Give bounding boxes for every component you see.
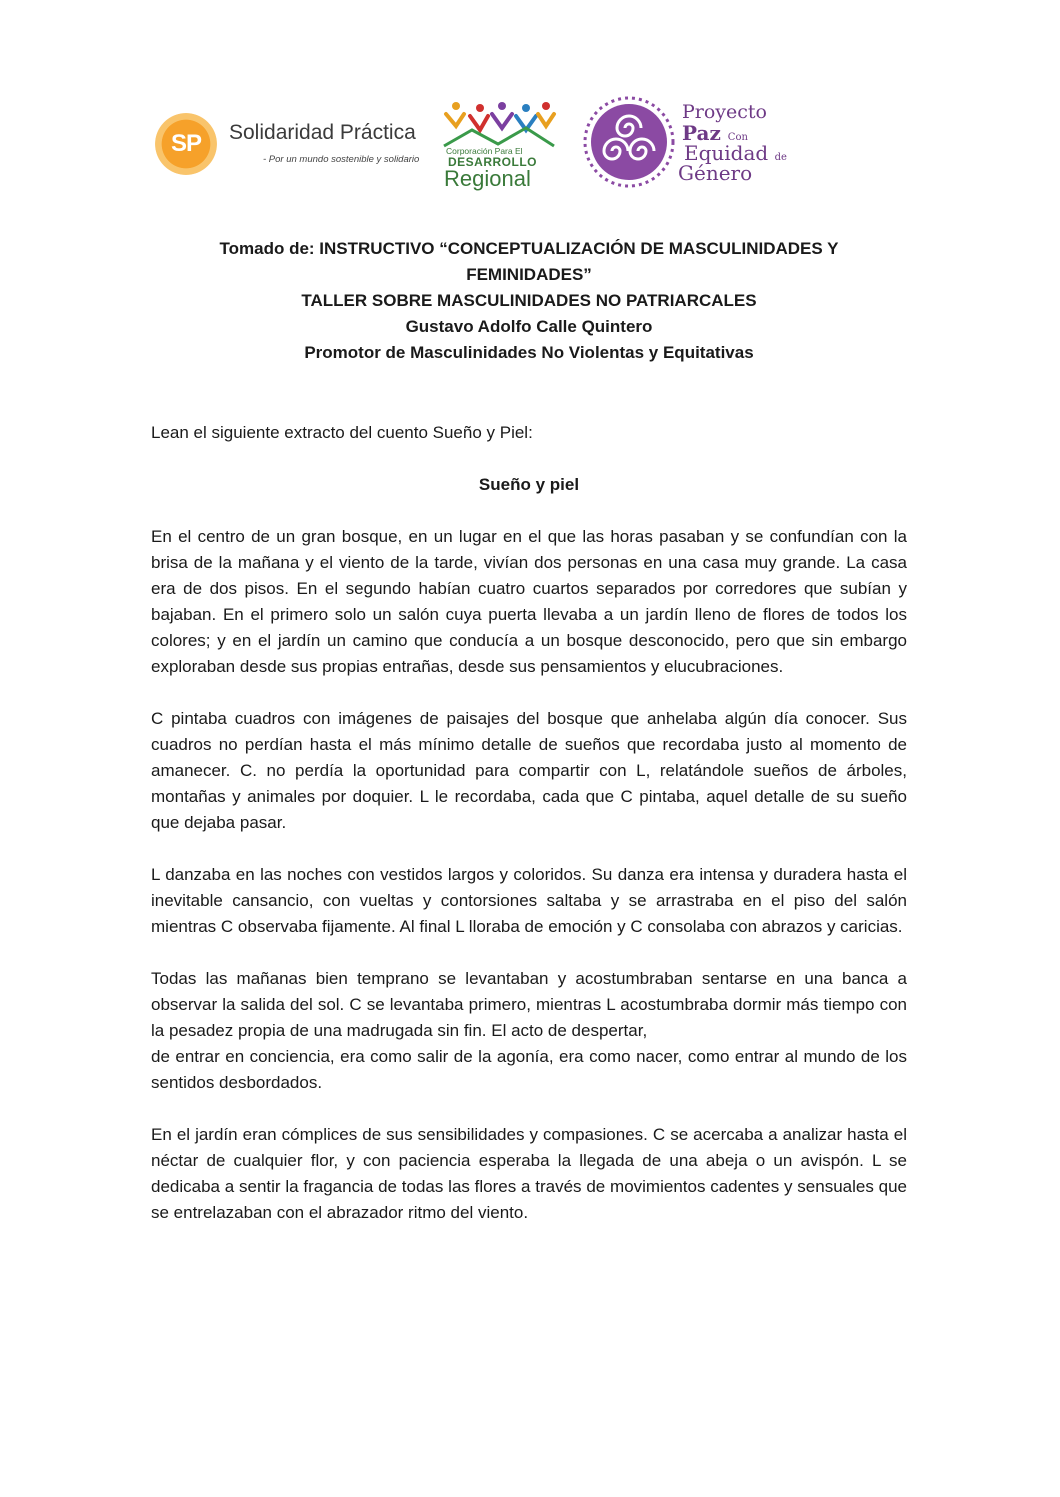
paz-equidad: Equidad <box>684 141 769 165</box>
sp-name: Solidaridad Práctica <box>229 121 416 144</box>
paz-de: de <box>774 152 787 163</box>
paragraph-6: En el jardín eran cómplices de sus sensibilidades y compasiones. C se acercaba a analizar hasta el néctar de cualquier flor, y con paciencia esperaba la llegada de una abeja o un avispón. L se dedicaba a sentir la fragancia de todas las flores a través de movimientos cadentes y sensuales que se entrelazaban con el abrazador ritmo del viento. <box>151 1125 907 1222</box>
paz-genero: Género <box>678 161 753 185</box>
header-line-4: Gustavo Adolfo Calle Quintero <box>405 317 653 336</box>
desarrollo-regional-logo <box>442 100 557 195</box>
paragraph-4: Todas las mañanas bien temprano se levantaban y acostumbraban sentarse en una banca a observar la salida del sol. C se levantaba primero, mientras L acostumbraba dormir más tiempo con la pesadez propia de una madrugada sin fin. El acto de despertar, <box>151 969 907 1040</box>
spiral-emblem-icon <box>582 95 676 189</box>
logo-strip <box>150 95 810 200</box>
header-line-2: FEMINIDADES” <box>466 265 592 284</box>
intro-text: Lean el siguiente extracto del cuento Sueño y Piel: <box>151 423 533 442</box>
document-header <box>150 236 908 366</box>
paz-con: Con <box>727 132 748 143</box>
paragraph-5: de entrar en conciencia, era como salir de la agonía, era como nacer, como entrar al mundo de los sentidos desbordados. <box>151 1047 907 1092</box>
paz-proyecto: Proyecto <box>682 101 767 123</box>
paz-paz: Paz <box>682 121 721 145</box>
document-body <box>151 420 907 1226</box>
paz-equidad-logo <box>582 95 812 195</box>
cdr-desarrollo: DESARROLLO <box>448 155 537 169</box>
cdr-regional: Regional <box>444 166 531 191</box>
header-line-1: Tomado de: INSTRUCTIVO “CONCEPTUALIZACIÓN DE MASCULINIDADES Y <box>219 239 839 258</box>
paragraph-1: En el centro de un gran bosque, en un lugar en el que las horas pasaban y se confundían con la brisa de la mañana y el viento de la tarde, vivían dos personas en una casa muy grande. La casa era de dos pisos. En el segundo habían cuatro cuartos separados por corredores que subían y bajaban. En el primero solo un salón cuya puerta llevaba a un jardín lleno de flores de todos los colores; y en el jardín un camino que conducía a un bosque desconocido, pero que sin embargo exploraban desde sus propias entrañas, desde sus pensamientos y elucubraciones. <box>151 527 907 676</box>
sun-icon <box>155 113 217 175</box>
paragraph-3: L danzaba en las noches con vestidos largos y coloridos. Su danza era intensa y duradera hasta el inevitable cansancio, con vueltas y contorsiones saltaba y se arrastraba en el piso del salón mientras C observaba fijamente. Al final L lloraba de emoción y C consolaba con abrazos y caricias. <box>151 865 907 936</box>
header-line-5: Promotor de Masculinidades No Violentas y Equitativas <box>304 343 754 362</box>
solidaridad-practica-logo <box>155 113 425 173</box>
cdr-small-text: Corporación Para El <box>446 146 523 156</box>
header-line-3: TALLER SOBRE MASCULINIDADES NO PATRIARCALES <box>301 291 757 310</box>
sp-tagline: - Por un mundo sostenible y solidario <box>263 154 420 165</box>
story-title: Sueño y piel <box>478 475 580 494</box>
people-figures-icon <box>442 100 557 148</box>
sp-initials: SP <box>170 130 201 157</box>
paragraph-2: C pintaba cuadros con imágenes de paisajes del bosque que anhelaba algún día conocer. Sus cuadros no perdían hasta el más mínimo detalle de sueños que recordaba justo al momento de amanecer. C. no perdía la oportunidad para compartir con L, relatándole sueños de árboles, montañas y animales por doquier. L le recordaba, cada que C pintaba, aquel detalle de su sueño que dejaba pasar. <box>151 709 907 832</box>
